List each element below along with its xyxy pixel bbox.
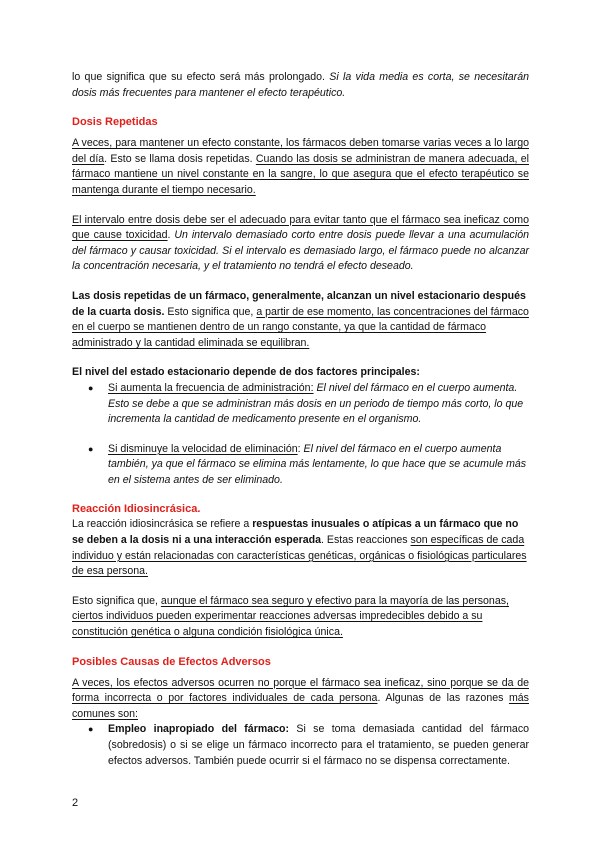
dosis-factor-list xyxy=(72,381,529,489)
list-item: ● Empleo inapropiado del fármaco: Si se toma demasiada cantidad del fármaco (sobredosis) o si se elige un fármaco incorrecto para el tratamiento, se pueden generar efectos adversos. También puede ocurrir si el fármaco no se dispensa correctamente. xyxy=(88,723,530,767)
causas-paragraph-1: A veces, los efectos adversos ocurren no porque el fármaco sea ineficaz, sino porque se da de forma incorrecta o por factores individuales de cada persona. Algunas de las razones más comunes son: xyxy=(72,676,529,720)
heading-reaccion-idiosincrasica: Reacción Idiosincrásica. xyxy=(72,503,201,516)
bullet-icon: ● xyxy=(88,443,94,454)
heading-dosis-repetidas: Dosis Repetidas xyxy=(72,116,158,129)
list-item: ● Si disminuye la velocidad de eliminación: El nivel del fármaco en el cuerpo aumenta también, ya que el fármaco se elimina más lentamente, lo que hace que se acumule más en el sistema antes de ser eliminado. xyxy=(88,442,527,486)
dosis-paragraph-3: Las dosis repetidas de un fármaco, generalmente, alcanzan un nivel estacionario después de la cuarta dosis. Esto significa que, a partir de ese momento, las concentraciones del fármaco en el cuerpo se mantienen dentro de un rango constante, ya que la cantidad de fármaco administrado y la cantidad eliminada se equilibran. xyxy=(72,289,529,349)
dosis-paragraph-4: El nivel del estado estacionario depende de dos factores principales: xyxy=(72,366,420,379)
causas-list xyxy=(72,722,529,769)
bullet-icon: ● xyxy=(88,382,94,393)
dosis-paragraph-1: A veces, para mantener un efecto constante, los fármacos deben tomarse varias veces a lo largo del día. Esto se llama dosis repetidas. Cuando las dosis se administran de manera adecuada, el fármaco mantiene un nivel constante en la sangre, lo que asegura que el efecto terapéutico se mantenga durante el tiempo necesario. xyxy=(72,137,529,196)
list-item: ● Si aumenta la frecuencia de administración: El nivel del fármaco en el cuerpo aumenta. Esto se debe a que se administran más dosis en un periodo de tiempo más corto, lo que incrementa la cantidad de medicamento presente en el organismo. xyxy=(88,381,524,426)
bullet-icon: ● xyxy=(88,724,94,735)
intro-paragraph xyxy=(72,70,529,101)
heading-posibles-causas: Posibles Causas de Efectos Adversos xyxy=(72,655,271,668)
dosis-paragraph-2: El intervalo entre dosis debe ser el adecuado para evitar tanto que el fármaco sea ineficaz como que cause toxicidad. Un intervalo demasiado corto entre dosis puede llevar a una acumulación del fármaco y causar toxicidad. Si el intervalo es demasiado largo, el fármaco puede no alcanzar la concentración necesaria, y el tratamiento no tendrá el efecto deseado. xyxy=(72,213,529,273)
reaccion-paragraph-1: La reacción idiosincrásica se refiere a respuestas inusuales o atípicas a un fármaco que no se deben a la dosis ni a una interacción esperada. Estas reacciones son específicas de cada individuo y están relacionadas con características genéticas, orgánicas o fisiológicas particulares de esa persona. xyxy=(72,518,527,578)
reaccion-paragraph-2: Esto significa que, aunque el fármaco sea seguro y efectivo para la mayoría de las personas, ciertos individuos pueden experimentar reacciones adversas impredecibles debido a su constitución genética o alguna condición fisiológica única. xyxy=(72,594,509,639)
intro-text: lo que significa que su efecto será más prolongado. xyxy=(72,71,330,83)
intro-italic-text: Si la vida media es corta, se necesitarán dosis más frecuentes para mantener el efecto terapéutico. xyxy=(72,71,529,99)
page-number: 2 xyxy=(72,797,79,809)
